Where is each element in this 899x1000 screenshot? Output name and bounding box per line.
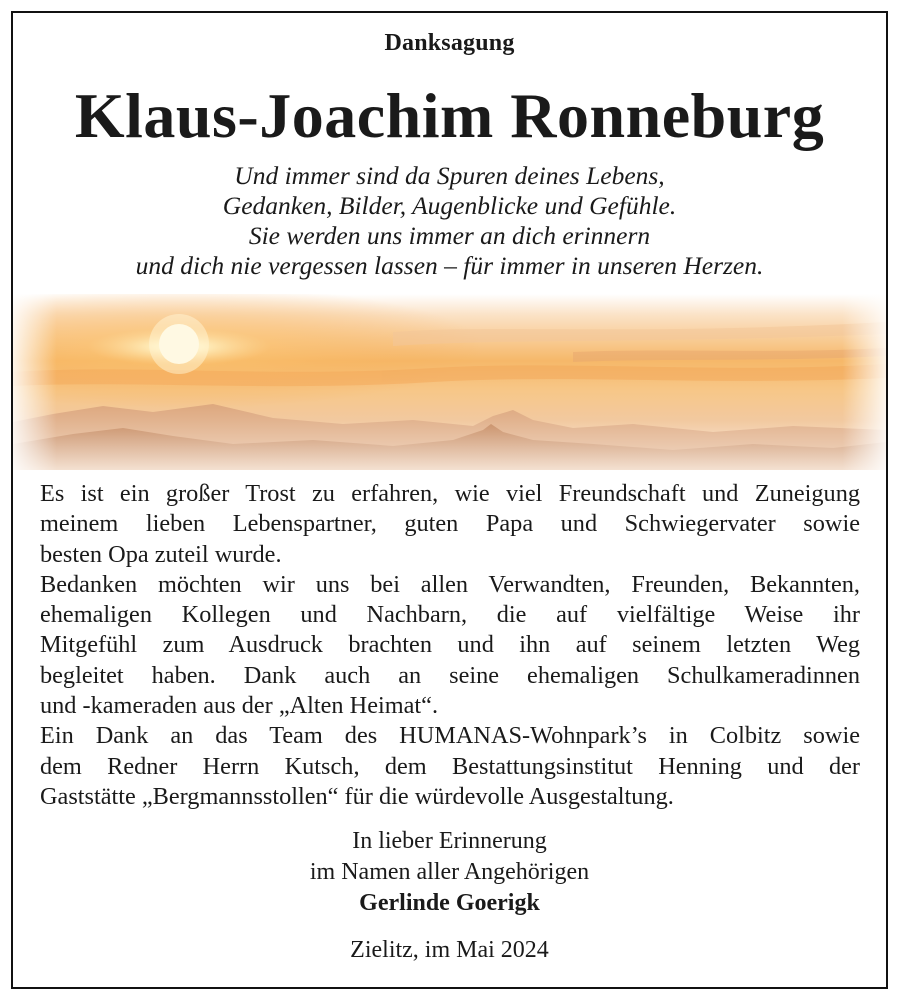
notice-type-label: Danksagung — [384, 30, 515, 56]
poem-line: und dich nie vergessen lassen – für immer in unseren Herzen. — [135, 251, 764, 280]
body-line: und -kameraden aus der „Alten Heimat“. — [40, 692, 439, 720]
body-line: Ein Dank an das Team des HUMANAS-Wohnpark’s in Colbitz sowie — [40, 722, 860, 750]
poem-line: Und immer sind da Spuren deines Lebens, — [234, 161, 665, 190]
body-line: Mitgefühl zum Ausdruck brachten und ihn auf seinem letzten Weg — [40, 631, 860, 659]
body-line: Gaststätte „Bergmannsstollen“ für die würdevolle Ausgestaltung. — [40, 782, 674, 810]
body-line: Es ist ein großer Trost zu erfahren, wie viel Freundschaft und Zuneigung — [40, 480, 860, 507]
thank-you-text — [40, 479, 860, 812]
body-line: dem Redner Herrn Kutsch, dem Bestattungsinstitut Henning und der — [40, 752, 860, 780]
signer-name: Gerlinde Goerigk — [359, 890, 540, 916]
body-line: besten Opa zuteil wurde. — [40, 540, 282, 568]
closing-block — [0, 826, 899, 919]
body-line: begleitet haben. Dank auch an seine ehemaligen Schulkameradinnen — [40, 661, 860, 689]
poem-line: Sie werden uns immer an dich erinnern — [248, 221, 651, 250]
body-line: ehemaligen Kollegen und Nachbarn, die auf vielfältige Weise ihr — [40, 601, 860, 629]
body-line: Bedanken möchten wir uns bei allen Verwandten, Freunden, Bekannten, — [40, 570, 860, 598]
place-and-date: Zielitz, im Mai 2024 — [350, 937, 549, 963]
sunset-image — [13, 294, 886, 470]
poem-line: Gedanken, Bilder, Augenblicke und Gefühle. — [222, 191, 677, 220]
closing-line: im Namen aller Angehörigen — [309, 859, 590, 885]
closing-line: In lieber Erinnerung — [352, 828, 547, 854]
deceased-name: Klaus-Joachim Ronneburg — [74, 80, 825, 151]
memorial-poem — [0, 161, 899, 281]
body-line: meinem lieben Lebenspartner, guten Papa und Schwiegervater sowie — [40, 510, 860, 538]
